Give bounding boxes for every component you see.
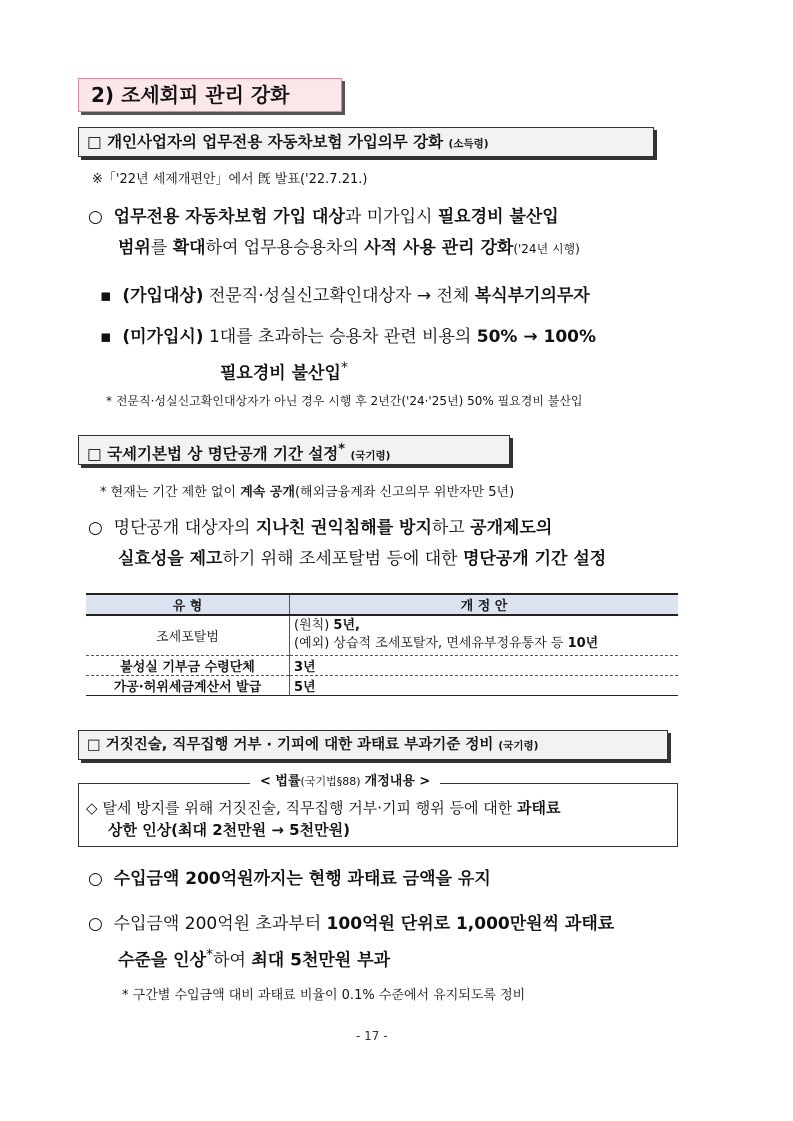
disclosure-table bbox=[86, 593, 678, 696]
box1-note: ※「'22년 세제개편안」에서 旣 발표('22.7.21.) bbox=[92, 172, 368, 187]
box1-tag: (소득령) bbox=[448, 138, 489, 150]
box1-main: ○ 업무전용 자동차보험 가입 대상과 미가입시 필요경비 불산입 범위를 확대하여 업무용승용차의 사적 사용 관리 강화('24년 시행) bbox=[88, 207, 580, 258]
diamond-bullet-icon: ◇ bbox=[86, 799, 98, 817]
circle-bullet-icon: ○ bbox=[88, 869, 103, 889]
circle-bullet-icon: ○ bbox=[88, 518, 103, 538]
box1-item1: ▪ (가입대상) 전문직·성실신고확인대상자 → 전체 복식부기의무자 bbox=[100, 286, 590, 306]
box1-item2: ▪ (미가입시) 1대를 초과하는 승용차 관련 비용의 50% → 100% 필요경비 불산입* bbox=[100, 327, 597, 384]
checkbox-icon: □ bbox=[87, 133, 102, 151]
square-bullet-icon: ▪ bbox=[100, 286, 112, 306]
box3-footnote: * 구간별 수입금액 대비 과태료 비율이 0.1% 수준에서 유지되도록 정비 bbox=[122, 988, 526, 1003]
box3-point2: ○ 수입금액 200억원 초과부터 100억원 단위로 1,000만원씩 과태료 수준을 인상*하여 최대 5천만원 부과 bbox=[88, 914, 615, 971]
section-title: 2) 조세회피 관리 강화 bbox=[78, 78, 342, 112]
checkbox-icon: □ bbox=[87, 445, 102, 464]
box3-title: 거짓진술, 직무집행 거부 · 기피에 대한 과태료 부과기준 정비 bbox=[105, 737, 494, 753]
box1-title: 개인사업자의 업무전용 자동차보험 가입의무 강화 bbox=[107, 133, 444, 151]
square-bullet-icon: ▪ bbox=[100, 327, 112, 347]
table-head-type: 유 형 bbox=[86, 594, 290, 615]
table-row: 조세포탈범 (원칙) 5년, (예외) 상습적 조세포탈자, 면세유부정유통자 등 10년 bbox=[86, 615, 678, 655]
law-box-content: ◇ 탈세 방지를 위해 거짓진술, 직무집행 거부·기피 행위 등에 대한 과태료 상한 인상(최대 2천만원 → 5천만원) bbox=[86, 799, 561, 839]
checkbox-icon: □ bbox=[87, 737, 101, 753]
box2-title: 국세기본법 상 명단공개 기간 설정 bbox=[107, 445, 339, 464]
page-number: - 17 - bbox=[356, 1029, 388, 1043]
table-head-plan: 개 정 안 bbox=[460, 599, 508, 614]
circle-bullet-icon: ○ bbox=[88, 207, 103, 227]
box3-header bbox=[78, 730, 668, 760]
circle-bullet-icon: ○ bbox=[88, 914, 103, 934]
box1-header bbox=[78, 127, 654, 157]
table-row: 가공·허위세금계산서 발급 5년 bbox=[86, 675, 678, 695]
box2-header: □ 국세기본법 상 명단공개 기간 설정* (국기령) bbox=[78, 435, 510, 465]
box1-footnote: * 전문직·성실신고확인대상자가 아닌 경우 시행 후 2년간('24·'25년) 50% 필요경비 불산입 bbox=[106, 394, 583, 408]
box2-main: ○ 명단공개 대상자의 지나친 권익침해를 방지하고 공개제도의 실효성을 제고하기 위해 조세포탈범 등에 대한 명단공개 기간 설정 bbox=[88, 518, 607, 569]
table-row: 불성실 기부금 수령단체 3년 bbox=[86, 655, 678, 675]
box3-tag: (국기령) bbox=[498, 740, 539, 752]
box2-tag: (국기령) bbox=[350, 450, 391, 463]
box3-point1: ○ 수입금액 200억원까지는 현행 과태료 금액을 유지 bbox=[88, 869, 491, 889]
law-box-header: < 법률(국기법§88) 개정내용 > bbox=[250, 772, 440, 792]
box2-note: * 현재는 기간 제한 없이 계속 공개(해외금융계좌 신고의무 위반자만 5년) bbox=[100, 485, 515, 500]
